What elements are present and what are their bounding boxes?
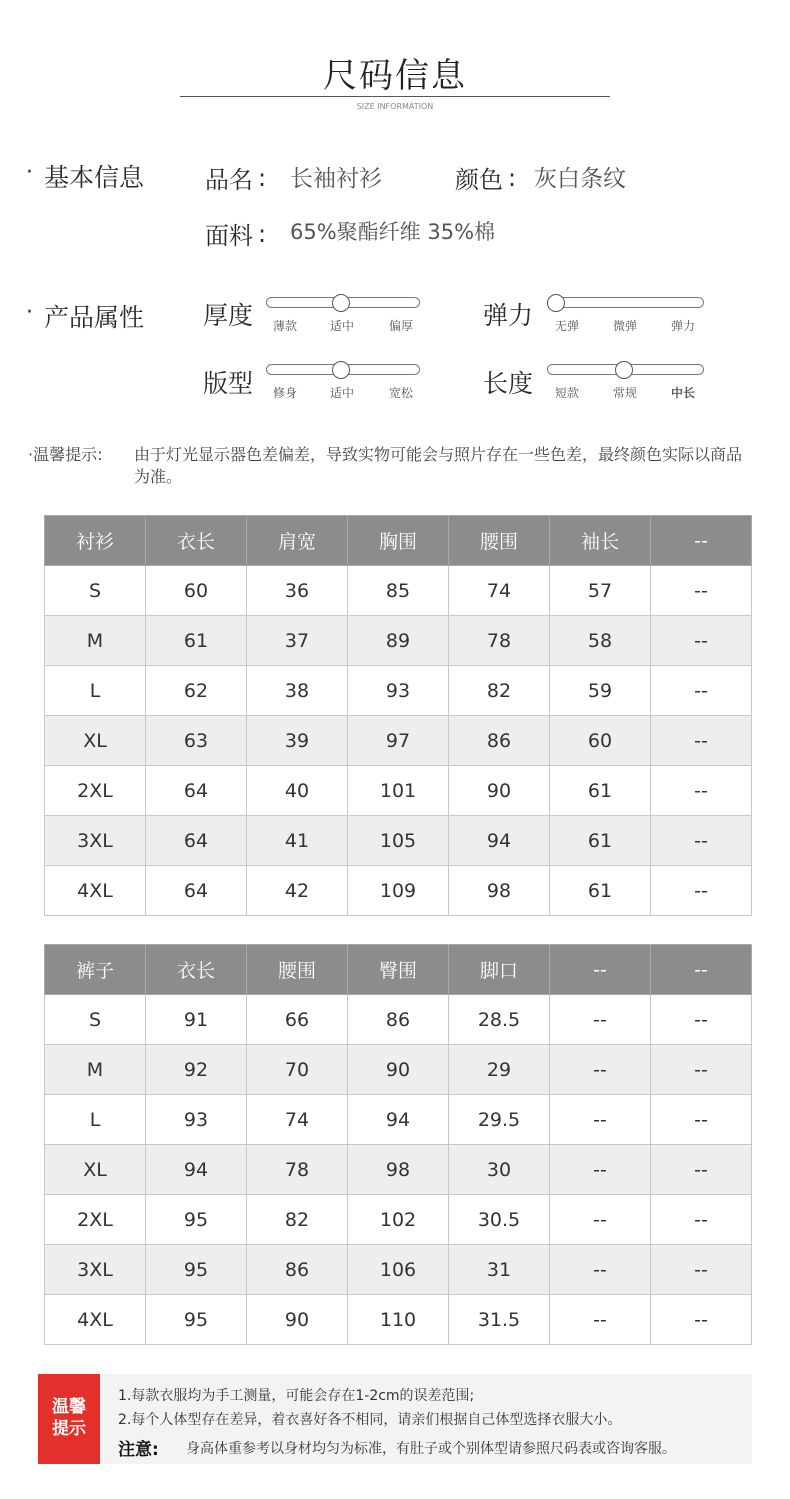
table-cell: 63 [146,716,247,766]
table-cell: XL [45,716,146,766]
table-cell: 92 [146,1045,247,1095]
table-cell: 94 [348,1095,449,1145]
table-cell: 86 [247,1245,348,1295]
tip-line-1: 1.每款衣服均为手工测量，可能会存在1-2cm的误差范围; [118,1388,475,1404]
table-cell: 57 [550,566,651,616]
table-cell: 89 [348,616,449,666]
notice-label: ·温馨提示: [28,445,103,464]
table-cell: -- [651,1195,752,1245]
table-cell: 78 [449,616,550,666]
table-cell: 110 [348,1295,449,1345]
table-cell: 98 [348,1145,449,1195]
table-cell: 31 [449,1245,550,1295]
page-title: 尺码信息 [323,56,467,96]
table-cell: 39 [247,716,348,766]
column-header: -- [550,945,651,995]
column-header: 脚口 [449,945,550,995]
column-header: 衣长 [146,945,247,995]
table-cell: 93 [146,1095,247,1145]
table-cell: M [45,616,146,666]
attr-elasticity-track [547,297,704,308]
column-header: 胸围 [348,516,449,566]
table-cell: 31.5 [449,1295,550,1345]
table-cell: 61 [550,866,651,916]
attr-thickness-knob [332,294,350,312]
table-cell: -- [651,816,752,866]
table-cell: 82 [449,666,550,716]
attributes-label: 产品属性 [44,303,145,332]
title-divider [180,96,610,97]
table-cell: 62 [146,666,247,716]
table-cell: 66 [247,995,348,1045]
attr-thickness-tick: 薄款 [272,319,297,333]
attr-fit-label: 版型 [203,369,254,398]
table-cell: -- [651,866,752,916]
table-cell: 85 [348,566,449,616]
table-cell: 74 [247,1095,348,1145]
column-header: 衬衫 [45,516,146,566]
table-cell: -- [651,716,752,766]
tip-badge-line: 温馨 [52,1397,86,1417]
table-cell: 64 [146,866,247,916]
table-row [45,566,752,616]
table-cell: 29 [449,1045,550,1095]
table-row [45,716,752,766]
table-cell: 41 [247,816,348,866]
table-row [45,995,752,1045]
table-cell: 95 [146,1245,247,1295]
table-cell: -- [651,616,752,666]
table-cell: 2XL [45,766,146,816]
table-cell: 59 [550,666,651,716]
name-value: 长袖衬衫 [290,166,382,192]
table-cell: 29.5 [449,1095,550,1145]
table-row [45,1245,752,1295]
table-cell: 3XL [45,1245,146,1295]
basic-info-bullet: · [26,160,33,185]
color-colon: : [508,164,517,192]
attributes-bullet: · [26,300,33,325]
table-cell: 38 [247,666,348,716]
name-key: 品名 [205,166,253,194]
table-cell: 101 [348,766,449,816]
table-row [45,1145,752,1195]
attr-elasticity-tick: 无弹 [554,319,579,333]
table-cell: 97 [348,716,449,766]
attr-fit-knob [332,361,350,379]
fabric-key: 面料 [205,222,253,250]
table-cell: -- [550,1245,651,1295]
table-cell: 4XL [45,1295,146,1345]
table-cell: S [45,566,146,616]
column-header: 肩宽 [247,516,348,566]
table-cell: 3XL [45,816,146,866]
table-cell: -- [550,1045,651,1095]
table-cell: 28.5 [449,995,550,1045]
table-cell: 37 [247,616,348,666]
table-cell: 64 [146,766,247,816]
table-cell: -- [651,1145,752,1195]
attr-fit-tick: 修身 [272,386,297,400]
column-header: 衣长 [146,516,247,566]
table-cell: -- [550,995,651,1045]
tip-note: 身高体重参考以身材均匀为标准，有肚子或个别体型请参照尺码表或咨询客服。 [186,1441,676,1457]
attr-thickness-tick: 偏厚 [388,319,413,333]
table-cell: 94 [449,816,550,866]
table-cell: -- [651,995,752,1045]
table-cell: 78 [247,1145,348,1195]
attr-length-tick: 短款 [554,386,579,400]
column-header: 腰围 [247,945,348,995]
table-cell: -- [550,1295,651,1345]
table-cell: 102 [348,1195,449,1245]
table-cell: 74 [449,566,550,616]
fabric-value: 65%聚酯纤维 35%棉 [290,220,496,244]
table-row [45,766,752,816]
table-row [45,816,752,866]
table-cell: 109 [348,866,449,916]
table-cell: -- [550,1145,651,1195]
table-row [45,1195,752,1245]
attr-thickness-label: 厚度 [203,301,254,330]
attr-elasticity-knob [547,294,565,312]
column-header: -- [651,945,752,995]
attr-fit-tick: 宽松 [388,386,413,400]
table-cell: 2XL [45,1195,146,1245]
table-cell: -- [651,1245,752,1295]
table-cell: L [45,666,146,716]
attr-length-knob [615,361,633,379]
tip-note-label: 注意: [118,1440,159,1460]
table-cell: L [45,1095,146,1145]
tip-line-2: 2.每个人体型存在差异，着衣喜好各不相同，请亲们根据自己体型选择衣服大小。 [118,1412,622,1428]
basic-info-label: 基本信息 [44,163,145,192]
column-header: 袖长 [550,516,651,566]
table-cell: 86 [449,716,550,766]
table-row [45,866,752,916]
table-cell: 36 [247,566,348,616]
table-row [45,616,752,666]
table-cell: 90 [247,1295,348,1345]
notice-text: 由于灯光显示器色差偏差，导致实物可能会与照片存在一些色差，最终颜色实际以商品为准。 [134,445,743,486]
table-cell: 64 [146,816,247,866]
table-cell: -- [651,1045,752,1095]
attr-length-label: 长度 [483,369,534,398]
table-cell: 58 [550,616,651,666]
shirt-size-table [44,515,752,916]
attr-fit-tick: 适中 [329,386,354,400]
attr-length-tick: 中长 [670,386,695,400]
attr-elasticity-label: 弹力 [483,301,534,330]
table-cell: -- [651,1295,752,1345]
color-value: 灰白条纹 [534,166,626,192]
table-header-row [45,516,752,566]
table-cell: M [45,1045,146,1095]
table-cell: 98 [449,866,550,916]
table-cell: 93 [348,666,449,716]
table-cell: 94 [146,1145,247,1195]
table-header-row [45,945,752,995]
table-cell: 91 [146,995,247,1045]
attr-elasticity-tick: 弹力 [670,319,695,333]
table-cell: -- [550,1095,651,1145]
table-cell: 105 [348,816,449,866]
table-cell: 60 [550,716,651,766]
table-cell: 42 [247,866,348,916]
table-cell: -- [550,1195,651,1245]
table-cell: -- [651,766,752,816]
attr-length-tick: 常规 [612,386,637,400]
table-cell: 4XL [45,866,146,916]
table-cell: -- [651,666,752,716]
column-header: 臀围 [348,945,449,995]
table-row [45,1295,752,1345]
table-cell: 86 [348,995,449,1045]
table-cell: 60 [146,566,247,616]
table-row [45,1095,752,1145]
table-cell: 95 [146,1295,247,1345]
table-row [45,666,752,716]
table-row [45,1045,752,1095]
name-colon: : [258,164,267,192]
table-cell: 61 [550,816,651,866]
table-cell: 61 [550,766,651,816]
attr-thickness-tick: 适中 [329,319,354,333]
table-cell: 106 [348,1245,449,1295]
column-header: -- [651,516,752,566]
attr-elasticity-tick: 微弹 [612,319,637,333]
color-key: 颜色 [455,166,503,194]
table-cell: -- [651,566,752,616]
page-subtitle: SIZE INFORMATION [356,102,434,111]
table-cell: -- [651,1095,752,1145]
column-header: 腰围 [449,516,550,566]
tip-badge-line: 提示 [52,1419,86,1439]
table-cell: 70 [247,1045,348,1095]
column-header: 裤子 [45,945,146,995]
table-cell: 95 [146,1195,247,1245]
pants-size-table [44,944,752,1345]
tip-badge [38,1374,100,1464]
table-cell: 40 [247,766,348,816]
table-cell: 30 [449,1145,550,1195]
table-cell: 90 [348,1045,449,1095]
table-cell: XL [45,1145,146,1195]
table-cell: 90 [449,766,550,816]
table-cell: 82 [247,1195,348,1245]
table-cell: 61 [146,616,247,666]
fabric-colon: : [258,220,267,248]
table-cell: S [45,995,146,1045]
table-cell: 30.5 [449,1195,550,1245]
